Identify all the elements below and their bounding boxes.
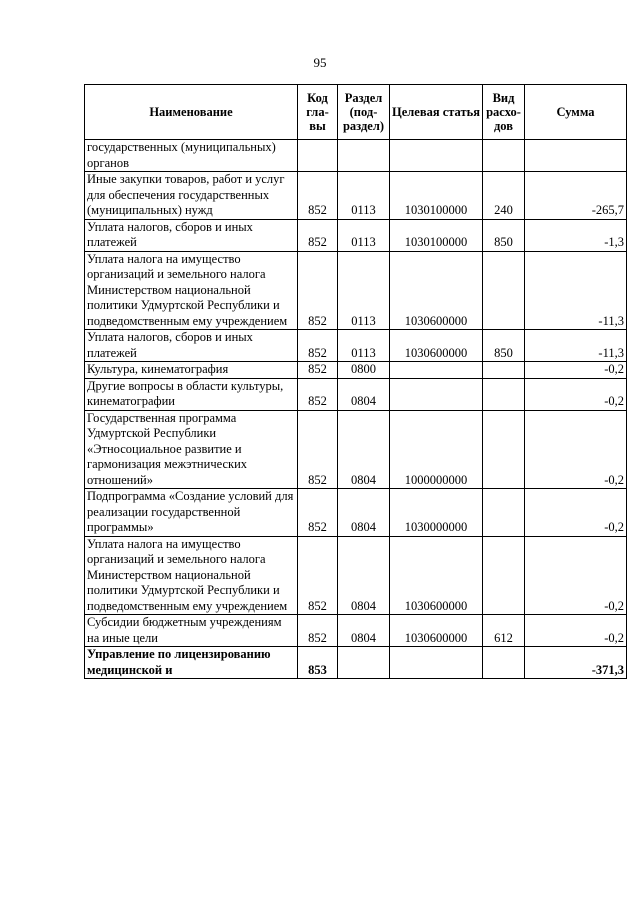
cell-sum: -11,3 <box>525 330 627 362</box>
cell-section: 0113 <box>338 251 390 330</box>
cell-kind <box>483 140 525 172</box>
cell-sum: -265,7 <box>525 172 627 220</box>
cell-target: 1030600000 <box>390 330 483 362</box>
header-target: Целевая статья <box>390 85 483 140</box>
cell-sum: -371,3 <box>525 647 627 679</box>
cell-section: 0800 <box>338 362 390 379</box>
header-name: Наименование <box>85 85 298 140</box>
cell-section <box>338 140 390 172</box>
cell-section <box>338 647 390 679</box>
cell-target <box>390 647 483 679</box>
cell-code: 852 <box>298 172 338 220</box>
header-sum: Сумма <box>525 85 627 140</box>
table-row <box>85 536 627 615</box>
header-kind: Вид расхо- дов <box>483 85 525 140</box>
cell-code: 852 <box>298 251 338 330</box>
cell-kind: 850 <box>483 219 525 251</box>
cell-target <box>390 140 483 172</box>
page-number: 95 <box>313 55 327 70</box>
cell-target <box>390 378 483 410</box>
cell-section: 0804 <box>338 536 390 615</box>
cell-target: 1000000000 <box>390 410 483 489</box>
table-row <box>85 615 627 647</box>
cell-code: 852 <box>298 410 338 489</box>
cell-kind <box>483 536 525 615</box>
cell-sum: -0,2 <box>525 362 627 379</box>
cell-name: Субсидии бюджетным учреждениям на иные цели <box>85 615 298 647</box>
cell-kind: 850 <box>483 330 525 362</box>
cell-kind <box>483 378 525 410</box>
cell-code: 852 <box>298 362 338 379</box>
cell-target <box>390 362 483 379</box>
cell-kind: 240 <box>483 172 525 220</box>
cell-target: 1030600000 <box>390 536 483 615</box>
table-row <box>85 489 627 537</box>
header-row <box>85 85 627 140</box>
cell-sum: -0,2 <box>525 378 627 410</box>
cell-code: 852 <box>298 378 338 410</box>
cell-name: Уплата налогов, сборов и иных платежей <box>85 219 298 251</box>
cell-sum: -0,2 <box>525 489 627 537</box>
header-code: Код гла- вы <box>298 85 338 140</box>
cell-name: государственных (муниципальных) органов <box>85 140 298 172</box>
table-row <box>85 378 627 410</box>
cell-target: 1030000000 <box>390 489 483 537</box>
cell-name: Иные закупки товаров, работ и услуг для обеспечения государственных (муниципальных) нужд <box>85 172 298 220</box>
cell-target: 1030600000 <box>390 251 483 330</box>
table-row <box>85 330 627 362</box>
cell-name: Культура, кинематография <box>85 362 298 379</box>
cell-code <box>298 140 338 172</box>
table-row <box>85 219 627 251</box>
table-row <box>85 647 627 679</box>
cell-code: 852 <box>298 219 338 251</box>
table-row <box>85 362 627 379</box>
cell-section: 0804 <box>338 410 390 489</box>
cell-name: Уплата налога на имущество организаций и земельного налога Министерством национальной политики Удмуртской Республики и подведомственным ему учреждением <box>85 536 298 615</box>
table-row <box>85 172 627 220</box>
cell-kind <box>483 362 525 379</box>
cell-name: Другие вопросы в области культуры, кинематографии <box>85 378 298 410</box>
table-row <box>85 410 627 489</box>
cell-section: 0113 <box>338 172 390 220</box>
cell-sum <box>525 140 627 172</box>
cell-section: 0804 <box>338 378 390 410</box>
cell-name: Подпрограмма «Создание условий для реализации государственной программы» <box>85 489 298 537</box>
cell-sum: -0,2 <box>525 536 627 615</box>
cell-section: 0804 <box>338 489 390 537</box>
cell-kind <box>483 251 525 330</box>
cell-name: Управление по лицензированию медицинской и <box>85 647 298 679</box>
cell-code: 853 <box>298 647 338 679</box>
table-row <box>85 140 627 172</box>
cell-section: 0804 <box>338 615 390 647</box>
cell-target: 1030100000 <box>390 219 483 251</box>
cell-code: 852 <box>298 536 338 615</box>
budget-table <box>84 84 627 679</box>
cell-code: 852 <box>298 330 338 362</box>
header-section: Раздел (под- раздел) <box>338 85 390 140</box>
cell-name: Государственная программа Удмуртской Республики «Этносоциальное развитие и гармонизация межэтнических отношений» <box>85 410 298 489</box>
cell-sum: -0,2 <box>525 615 627 647</box>
cell-kind <box>483 410 525 489</box>
cell-section: 0113 <box>338 330 390 362</box>
cell-code: 852 <box>298 489 338 537</box>
table-row <box>85 251 627 330</box>
cell-sum: -0,2 <box>525 410 627 489</box>
cell-section: 0113 <box>338 219 390 251</box>
cell-code: 852 <box>298 615 338 647</box>
cell-kind <box>483 489 525 537</box>
cell-kind: 612 <box>483 615 525 647</box>
cell-name: Уплата налога на имущество организаций и земельного налога Министерством национальной политики Удмуртской Республики и подведомственным ему учреждением <box>85 251 298 330</box>
cell-target: 1030100000 <box>390 172 483 220</box>
cell-sum: -11,3 <box>525 251 627 330</box>
cell-target: 1030600000 <box>390 615 483 647</box>
cell-sum: -1,3 <box>525 219 627 251</box>
cell-name: Уплата налогов, сборов и иных платежей <box>85 330 298 362</box>
cell-kind <box>483 647 525 679</box>
